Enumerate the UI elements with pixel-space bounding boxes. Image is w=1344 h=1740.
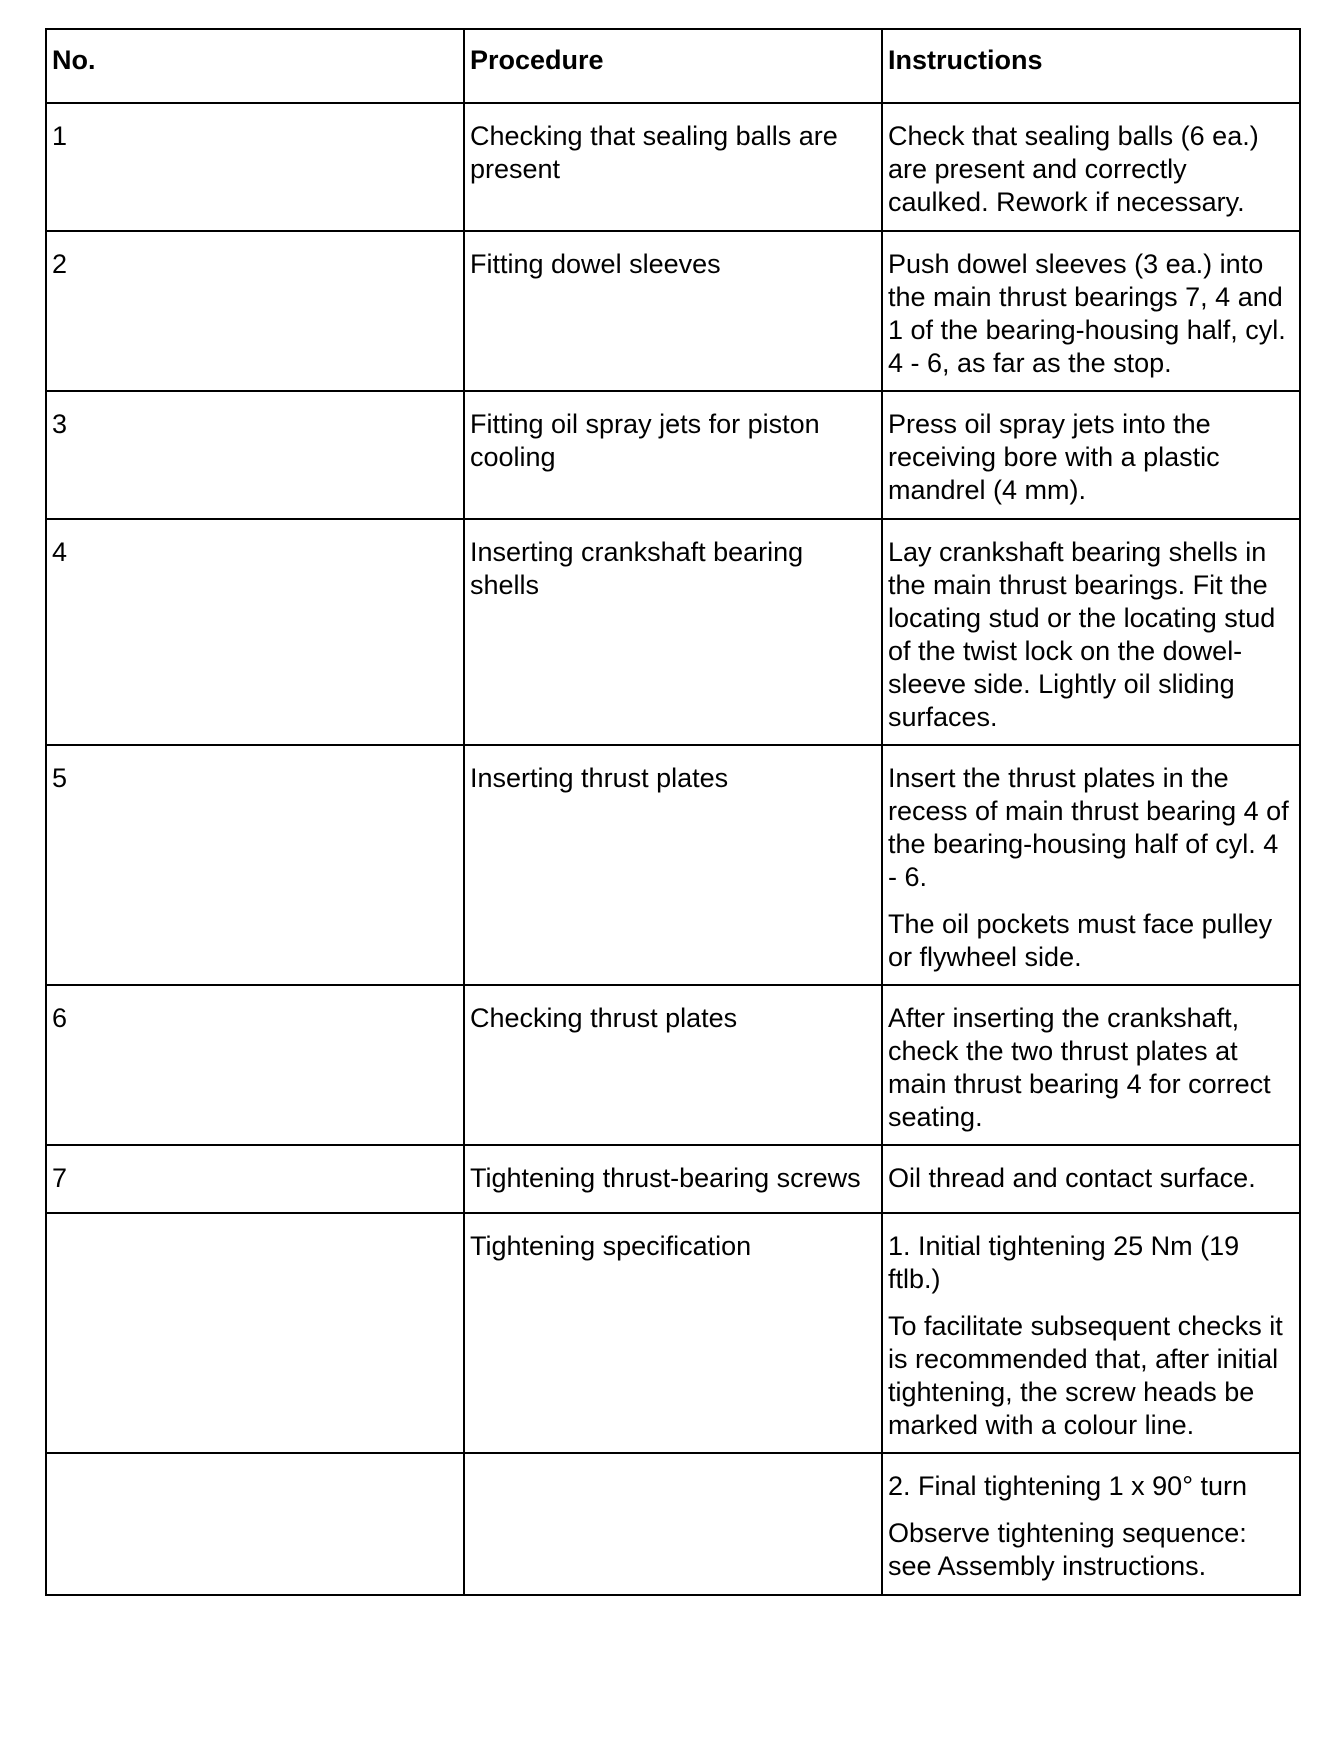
cell-instructions [882,103,1300,231]
header-instructions: Instructions [882,29,1300,103]
instruction-paragraph: Press oil spray jets into the receiving bore with a plastic mandrel (4 mm). [888,409,1220,505]
instruction-paragraph: 2. Final tightening 1 x 90° turn [888,1471,1248,1501]
instruction-paragraph: After inserting the crankshaft, check the two thrust plates at main thrust bearing 4 for correct seating. [888,1003,1271,1132]
instruction-paragraph: Insert the thrust plates in the recess of main thrust bearing 4 of the bearing-housing half of cyl. 4 - 6. [888,763,1289,892]
instruction-paragraph: The oil pockets must face pulley or flywheel side. [888,909,1273,972]
cell-procedure: Checking thrust plates [464,985,882,1145]
cell-no: 2 [46,231,464,391]
instruction-paragraph: Push dowel sleeves (3 ea.) into the main thrust bearings 7, 4 and 1 of the bearing-housing half, cyl. 4 - 6, as far as the stop. [888,249,1286,378]
header-no: No. [46,29,464,103]
instruction-paragraph: Oil thread and contact surface. [888,1163,1256,1193]
table-row [46,985,1300,1145]
cell-procedure: Fitting oil spray jets for piston cooling [464,391,882,519]
cell-instructions [882,519,1300,745]
table-row [46,519,1300,745]
table-row [46,1145,1300,1213]
cell-procedure [464,1453,882,1595]
procedure-table [45,28,1301,1596]
cell-no: 5 [46,745,464,985]
cell-no: 3 [46,391,464,519]
cell-no: 1 [46,103,464,231]
cell-instructions [882,1145,1300,1213]
instruction-paragraph: Observe tightening sequence: see Assembly instructions. [888,1518,1247,1581]
instruction-paragraph: Lay crankshaft bearing shells in the main thrust bearings. Fit the locating stud or the locating stud of the twist lock on the dowel-sleeve side. Lightly oil sliding surfaces. [888,537,1276,732]
header-procedure: Procedure [464,29,882,103]
cell-instructions [882,745,1300,985]
cell-procedure: Checking that sealing balls are present [464,103,882,231]
header-row [46,29,1300,103]
cell-no: 4 [46,519,464,745]
cell-instructions [882,985,1300,1145]
table-row [46,103,1300,231]
cell-no [46,1213,464,1453]
cell-no [46,1453,464,1595]
cell-procedure: Tightening specification [464,1213,882,1453]
instruction-paragraph: Check that sealing balls (6 ea.) are present and correctly caulked. Rework if necessary. [888,121,1259,217]
cell-procedure: Inserting crankshaft bearing shells [464,519,882,745]
table-row [46,391,1300,519]
instruction-paragraph: 1. Initial tightening 25 Nm (19 ftlb.) [888,1231,1240,1294]
cell-instructions [882,231,1300,391]
instruction-paragraph: To facilitate subsequent checks it is recommended that, after initial tightening, the screw heads be marked with a colour line. [888,1311,1283,1440]
cell-procedure: Inserting thrust plates [464,745,882,985]
cell-no: 6 [46,985,464,1145]
cell-procedure: Tightening thrust-bearing screws [464,1145,882,1213]
cell-procedure: Fitting dowel sleeves [464,231,882,391]
cell-no: 7 [46,1145,464,1213]
cell-instructions [882,391,1300,519]
table-row [46,1213,1300,1453]
table-row [46,1453,1300,1595]
table-row [46,745,1300,985]
cell-instructions [882,1213,1300,1453]
table-row [46,231,1300,391]
cell-instructions [882,1453,1300,1595]
